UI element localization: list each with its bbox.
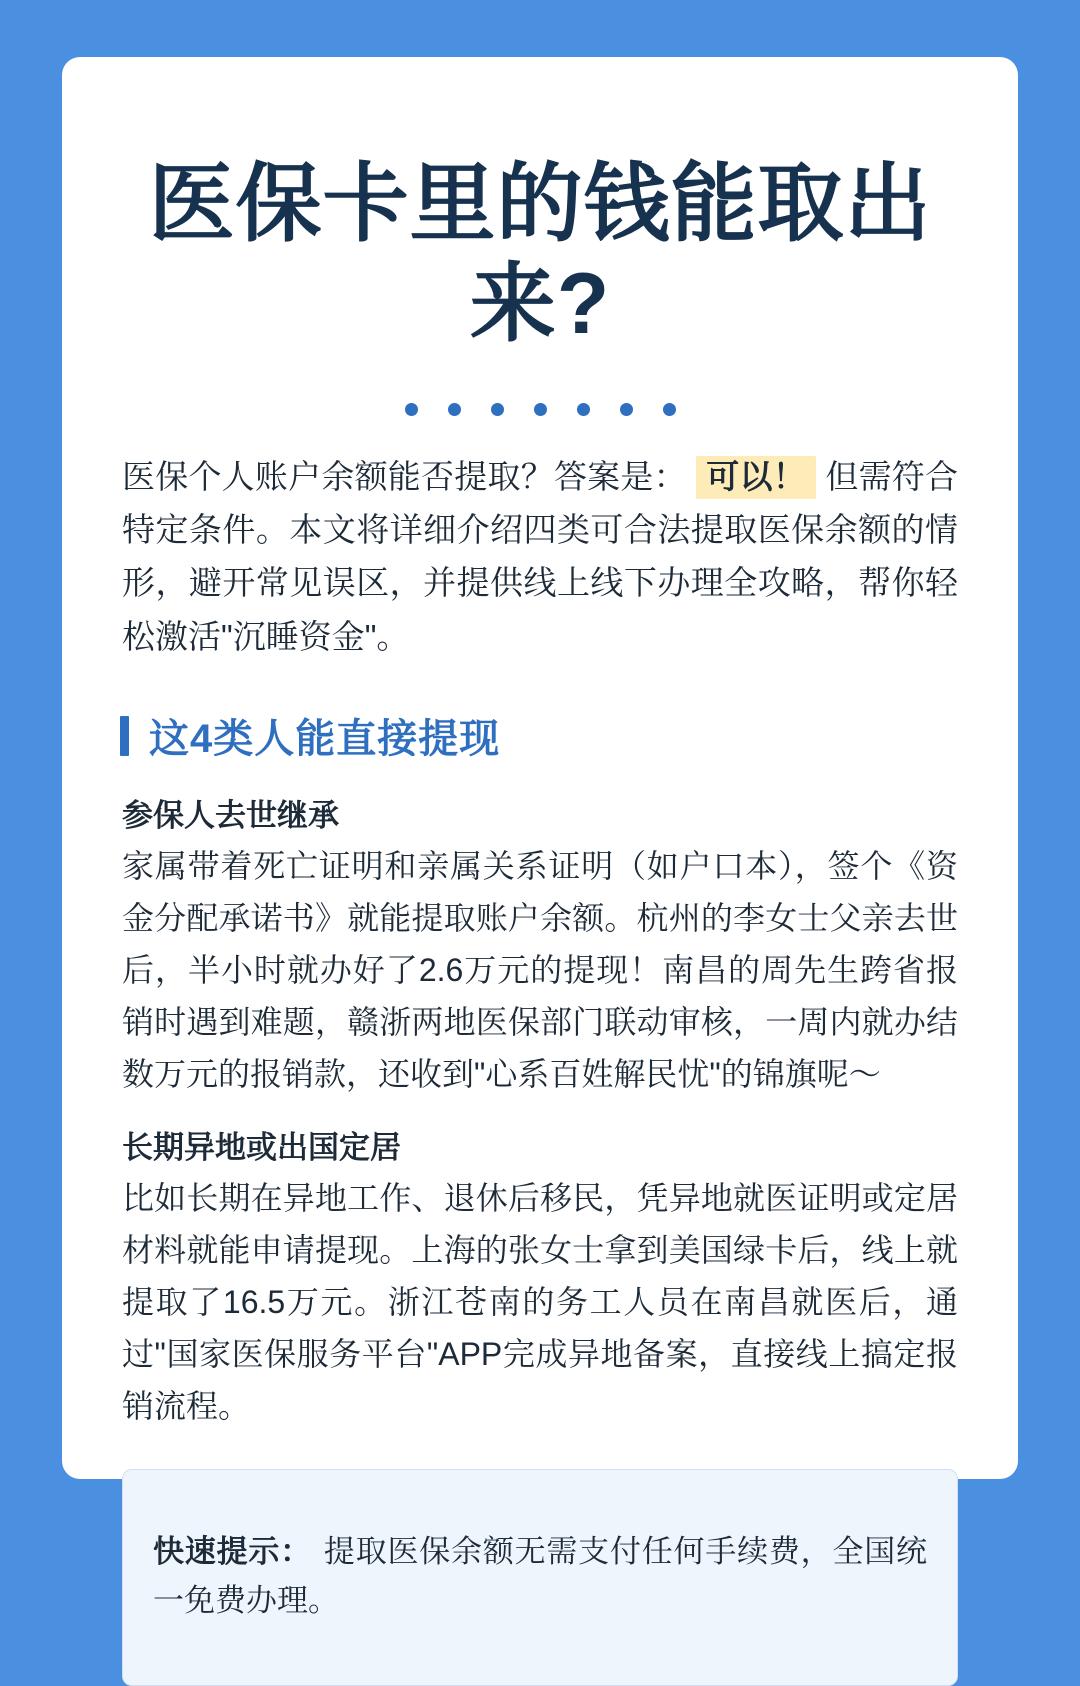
quick-tip-box: [122, 1469, 958, 1686]
section-accent-bar: [120, 716, 129, 756]
subsection-body-2: 比如长期在异地工作、退休后移民，凭异地就医证明或定居材料就能申请提现。上海的张女士拿到美国绿卡后，线上就提取了16.5万元。浙江苍南的务工人员在南昌就医后，通过"国家医保服务平台"APP完成异地备案，直接线上搞定报销流程。: [122, 1180, 958, 1424]
divider-dot: [491, 403, 504, 416]
intro-paragraph: [122, 450, 958, 664]
divider-dot: [663, 403, 676, 416]
quick-tip-text: [153, 1527, 927, 1626]
divider-dot: [577, 403, 590, 416]
page-title: 医保卡里的钱能取出来?: [148, 156, 932, 352]
subsection-body-1: 家属带着死亡证明和亲属关系证明（如户口本），签个《资金分配承诺书》就能提取账户余额。杭州的李女士父亲去世后，半小时就办好了2.6万元的提现！南昌的周先生跨省报销时遇到难题，赣浙两地医保部门联动审核，一周内就办结数万元的报销款，还收到"心系百姓解民忧"的锦旗呢～: [122, 848, 958, 1092]
quick-tip-label: 快速提示：: [153, 1533, 312, 1569]
poster-card: [62, 57, 1018, 1619]
divider-dot: [405, 403, 418, 416]
section-heading-label: 这4类人能直接提现: [149, 717, 501, 762]
divider-dot: [620, 403, 633, 416]
subsection-title-2: 长期异地或出国定居: [122, 1130, 401, 1166]
intro-text-before: 医保个人账户余额能否提取？答案是：: [122, 457, 687, 495]
section-heading: [120, 707, 960, 764]
divider-dot: [534, 403, 547, 416]
intro-highlight: 可以！: [696, 456, 816, 499]
subsection-title-1: 参保人去世继承: [122, 798, 339, 834]
quick-tip-body: 提取医保余额无需支付任何手续费，全国统一免费办理。: [153, 1533, 928, 1619]
divider-dot: [448, 403, 461, 416]
dot-divider: [120, 403, 960, 416]
intro-text-after: 但需符合特定条件。本文将详细介绍四类可合法提取医保余额的情形，避开常见误区，并提供线上线下办理全攻略，帮你轻松激活"沉睡资金"。: [122, 457, 959, 655]
